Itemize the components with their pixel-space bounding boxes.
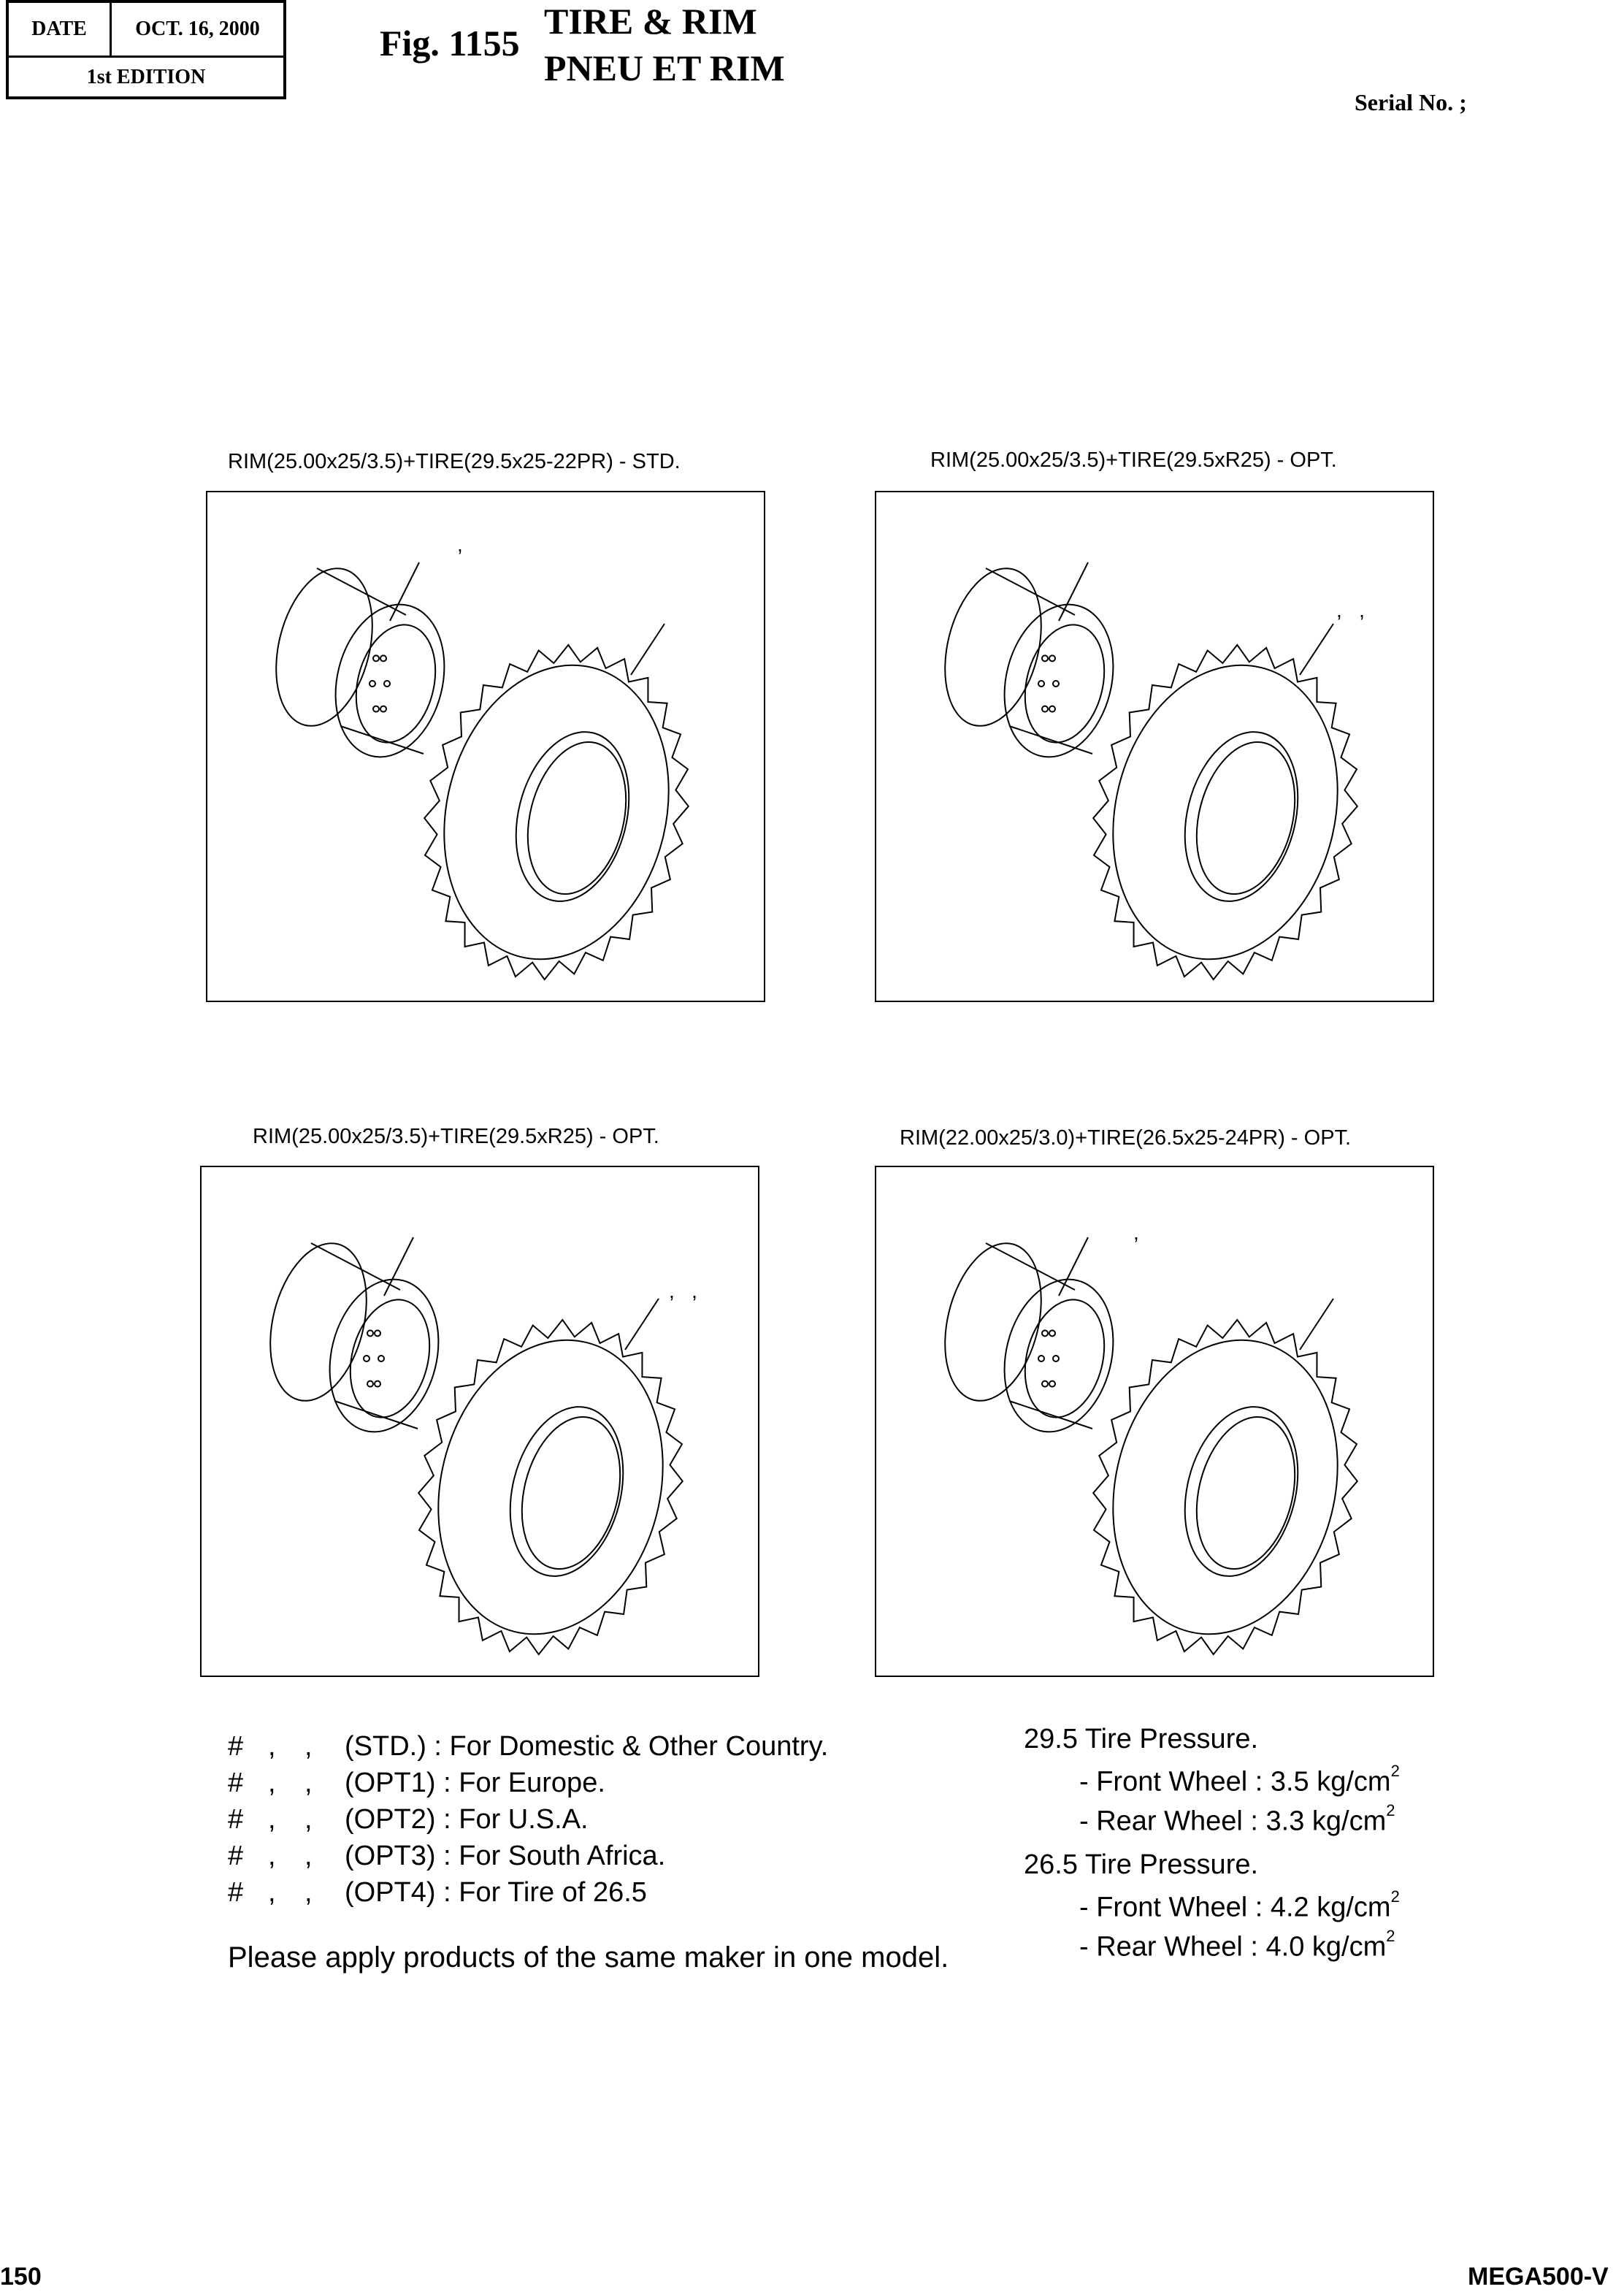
illustration-panel-opt1 [875,491,1434,1002]
note-comma: , [268,1804,276,1835]
note-comma: , [268,1768,276,1798]
leader-line-rim [1059,1237,1088,1296]
leader-line-tire [625,1299,659,1350]
pressure-front-text: - Front Wheel : 3.5 kg/cm [1079,1766,1391,1798]
note-text: (OPT3) : For South Africa. [345,1841,666,1871]
rim-bolt-hole [367,1381,373,1387]
rim-bolt-hole [1042,1330,1048,1336]
tire-rim-illustration [202,1167,758,1676]
unit-exponent: 2 [1390,1887,1400,1906]
callout-label: , [1133,1221,1139,1244]
rim-bolt-hole [384,681,390,687]
date-box [6,0,286,99]
tire-bead-inner [513,732,640,905]
note-comma: , [268,1841,276,1871]
tire-tread-outline [1058,1291,1393,1676]
rim-bolt-hole [1049,1330,1055,1336]
rim-bolt-hole [1042,655,1048,661]
tire-bead-opening [1168,720,1315,914]
callout-label: , , [669,1280,697,1302]
pressure-title-26-5: 26.5 Tire Pressure. [1024,1849,1259,1880]
leader-line-tire [1300,1299,1333,1350]
page-title-english: TIRE & RIM [544,1,757,42]
rim-bolt-hole [375,1381,380,1387]
rim-barrel-edges [311,1243,418,1429]
note-text: (OPT1) : For Europe. [345,1768,605,1798]
rim-back-flange [261,558,388,736]
pressure-front-26-5 [1079,1887,1400,1924]
note-text: (STD.) : For Domestic & Other Country. [345,1731,829,1762]
page-number: 150 [0,2263,42,2291]
leader-line-tire [631,624,664,675]
note-comma: , [304,1804,313,1835]
rim-bolt-hole [380,655,386,661]
figure-number: Fig. 1155 [380,23,520,64]
leader-line-rim [384,1237,413,1296]
pressure-front-29-5 [1079,1762,1400,1798]
rim-back-flange [930,558,1057,736]
note-comma: , [304,1841,313,1871]
tire-tread-outline [383,1291,718,1676]
tire-sidewall [414,641,699,983]
unit-exponent: 2 [1386,1927,1395,1945]
note-mark: # [228,1841,244,1871]
note-text: (OPT4) : For Tire of 26.5 [345,1877,647,1908]
panel-caption-2: RIM(25.00x25/3.5)+TIRE(29.5xR25) - OPT. [930,448,1337,472]
panel-caption-4: RIM(22.00x25/3.0)+TIRE(26.5x25-24PR) - OPT. [900,1126,1352,1150]
unit-exponent: 2 [1386,1801,1395,1819]
note-comma: , [304,1877,313,1908]
tire-bead-inner [1181,732,1309,905]
rim-bolt-hole [1049,706,1055,712]
note-text: (OPT2) : For U.S.A. [345,1804,589,1835]
edition-label: 1st EDITION [86,65,206,88]
page-title-french: PNEU ET RIM [544,47,785,88]
pressure-rear-26-5 [1079,1927,1395,1963]
tire-tread-outline [1058,616,1393,1001]
rim-barrel-edges [317,568,424,754]
rim-bolt-hole [1049,655,1055,661]
unit-exponent: 2 [1390,1762,1400,1780]
tire-rim-illustration [876,492,1433,1001]
rim-barrel-edges [986,1243,1092,1429]
pressure-front-text: - Front Wheel : 4.2 kg/cm [1079,1892,1391,1923]
tire-bead-opening [494,1395,640,1589]
pressure-rear-text: - Rear Wheel : 3.3 kg/cm [1079,1806,1387,1837]
callout-label: , [457,533,463,556]
note-comma: , [304,1768,313,1798]
date-label: DATE [9,3,112,56]
rim-bolt-hole [373,706,379,712]
note-mark: # [228,1731,244,1762]
callout-label: , , [1336,599,1365,622]
tire-sidewall [1083,1316,1368,1658]
illustration-panel-opt2 [200,1166,759,1677]
rim-bolt-hole [373,655,379,661]
pressure-title-29-5: 29.5 Tire Pressure. [1024,1724,1259,1754]
rim-bolt-hole [1042,1381,1048,1387]
rim-barrel-edges [986,568,1092,754]
pressure-rear-29-5 [1079,1801,1395,1838]
panel-caption-3: RIM(25.00x25/3.5)+TIRE(29.5xR25) - OPT. [253,1125,659,1148]
rim-bolt-hole [369,681,375,687]
rim-bolt-hole [1053,681,1059,687]
illustration-panel-opt3 [875,1166,1434,1677]
rim-back-flange [255,1233,382,1410]
rim-back-flange [930,1233,1057,1410]
rim-bolt-hole [1049,1381,1055,1387]
leader-line-rim [1059,562,1088,621]
note-comma: , [304,1731,313,1762]
rim-bolt-hole [1053,1356,1059,1361]
same-maker-remark: Please apply products of the same maker in one model. [228,1941,949,1974]
rim-bolt-hole [367,1330,373,1336]
date-row [9,3,283,58]
rim-bolt-hole [380,706,386,712]
model-code: MEGA500-V [1468,2263,1609,2291]
leader-line-tire [1300,624,1333,675]
tire-rim-illustration [876,1167,1433,1676]
note-mark: # [228,1768,244,1798]
rim-bolt-hole [378,1356,384,1361]
tire-bead-inner [507,1407,635,1580]
rim-bolt-hole [1038,681,1044,687]
tire-bead-inner [1181,1407,1309,1580]
leader-line-rim [390,562,419,621]
rim-bolt-hole [364,1356,369,1361]
date-value: OCT. 16, 2000 [135,18,260,40]
tire-tread-outline [389,616,724,1001]
panel-caption-1: RIM(25.00x25/3.5)+TIRE(29.5x25-22PR) - STD. [228,450,681,473]
serial-number-label: Serial No. ; [1355,89,1467,115]
note-comma: , [268,1731,276,1762]
tire-sidewall [1083,641,1368,983]
tire-bead-opening [1168,1395,1315,1589]
rim-bolt-hole [375,1330,380,1336]
illustration-panel-std [206,491,765,1002]
rim-bolt-hole [1038,1356,1044,1361]
option-notes-list [228,1728,1031,1918]
tire-sidewall [408,1316,693,1658]
note-comma: , [268,1877,276,1908]
note-mark: # [228,1804,244,1835]
note-mark: # [228,1877,244,1908]
tire-rim-illustration [207,492,764,1001]
rim-bolt-hole [1042,706,1048,712]
tire-bead-opening [499,720,646,914]
pressure-rear-text: - Rear Wheel : 4.0 kg/cm [1079,1931,1387,1963]
